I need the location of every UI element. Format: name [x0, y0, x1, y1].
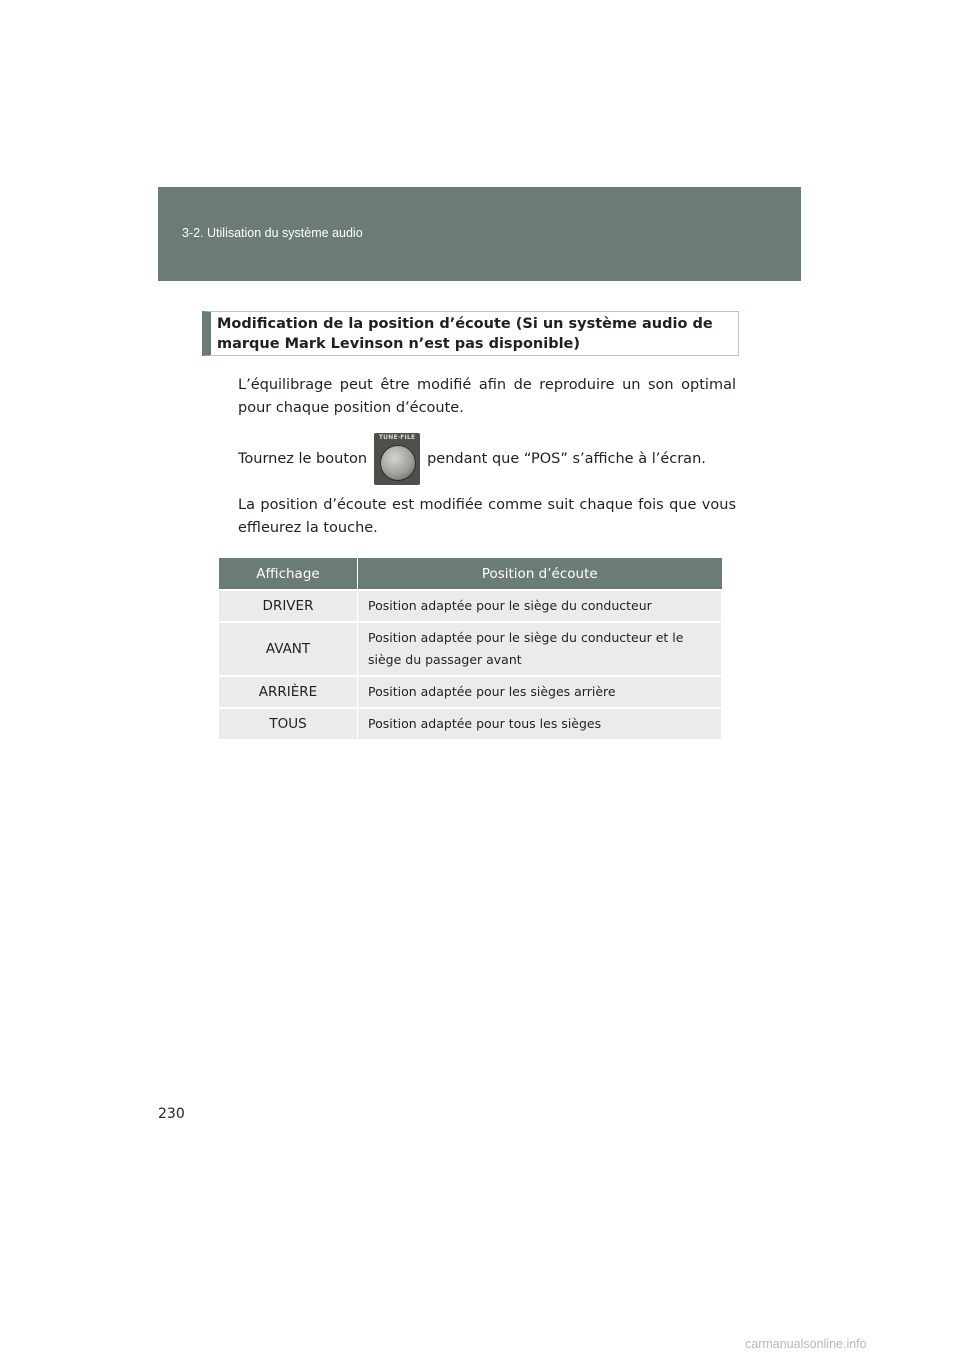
table-row: [219, 590, 722, 622]
position-description: Position adaptée pour le siège du conducteur et le siège du passager avant: [358, 622, 722, 676]
table-row: [219, 622, 722, 676]
instruction-text-before: Tournez le bouton: [238, 451, 368, 467]
display-code: DRIVER: [219, 590, 358, 622]
listening-position-table: [219, 558, 722, 739]
chapter-header-title: 3-2. Utilisation du système audio: [182, 226, 363, 240]
section-heading-box: [202, 311, 739, 356]
page-number: 230: [158, 1106, 185, 1122]
table-header-display: Affichage: [219, 558, 358, 590]
site-watermark: carmanualsonline.info: [745, 1337, 867, 1351]
instruction-text-after: pendant que “POS” s’affiche à l’écran.: [427, 451, 706, 467]
tune-file-knob-icon: [374, 433, 420, 485]
display-code: TOUS: [219, 708, 358, 739]
instruction-line: [238, 433, 706, 485]
table-row: [219, 708, 722, 739]
table-header-position: Position d’écoute: [358, 558, 722, 590]
display-code: ARRIÈRE: [219, 676, 358, 708]
knob-label: TUNE·FILE: [378, 434, 416, 441]
knob-disc: [380, 445, 416, 481]
position-description: Position adaptée pour tous les sièges: [358, 708, 722, 739]
chapter-header-band: [158, 187, 801, 281]
display-code: AVANT: [219, 622, 358, 676]
table-row: [219, 676, 722, 708]
position-description: Position adaptée pour les sièges arrière: [358, 676, 722, 708]
intro-paragraph: L’équilibrage peut être modifié afin de reproduire un son optimal pour chaque position d’écoute.: [238, 377, 736, 416]
position-change-paragraph: La position d’écoute est modifiée comme suit chaque fois que vous effleurez la touche.: [238, 497, 736, 536]
section-heading: Modification de la position d’écoute (Si un système audio de marque Mark Levinson n’est pas disponible): [217, 316, 713, 352]
position-description: Position adaptée pour le siège du conducteur: [358, 590, 722, 622]
